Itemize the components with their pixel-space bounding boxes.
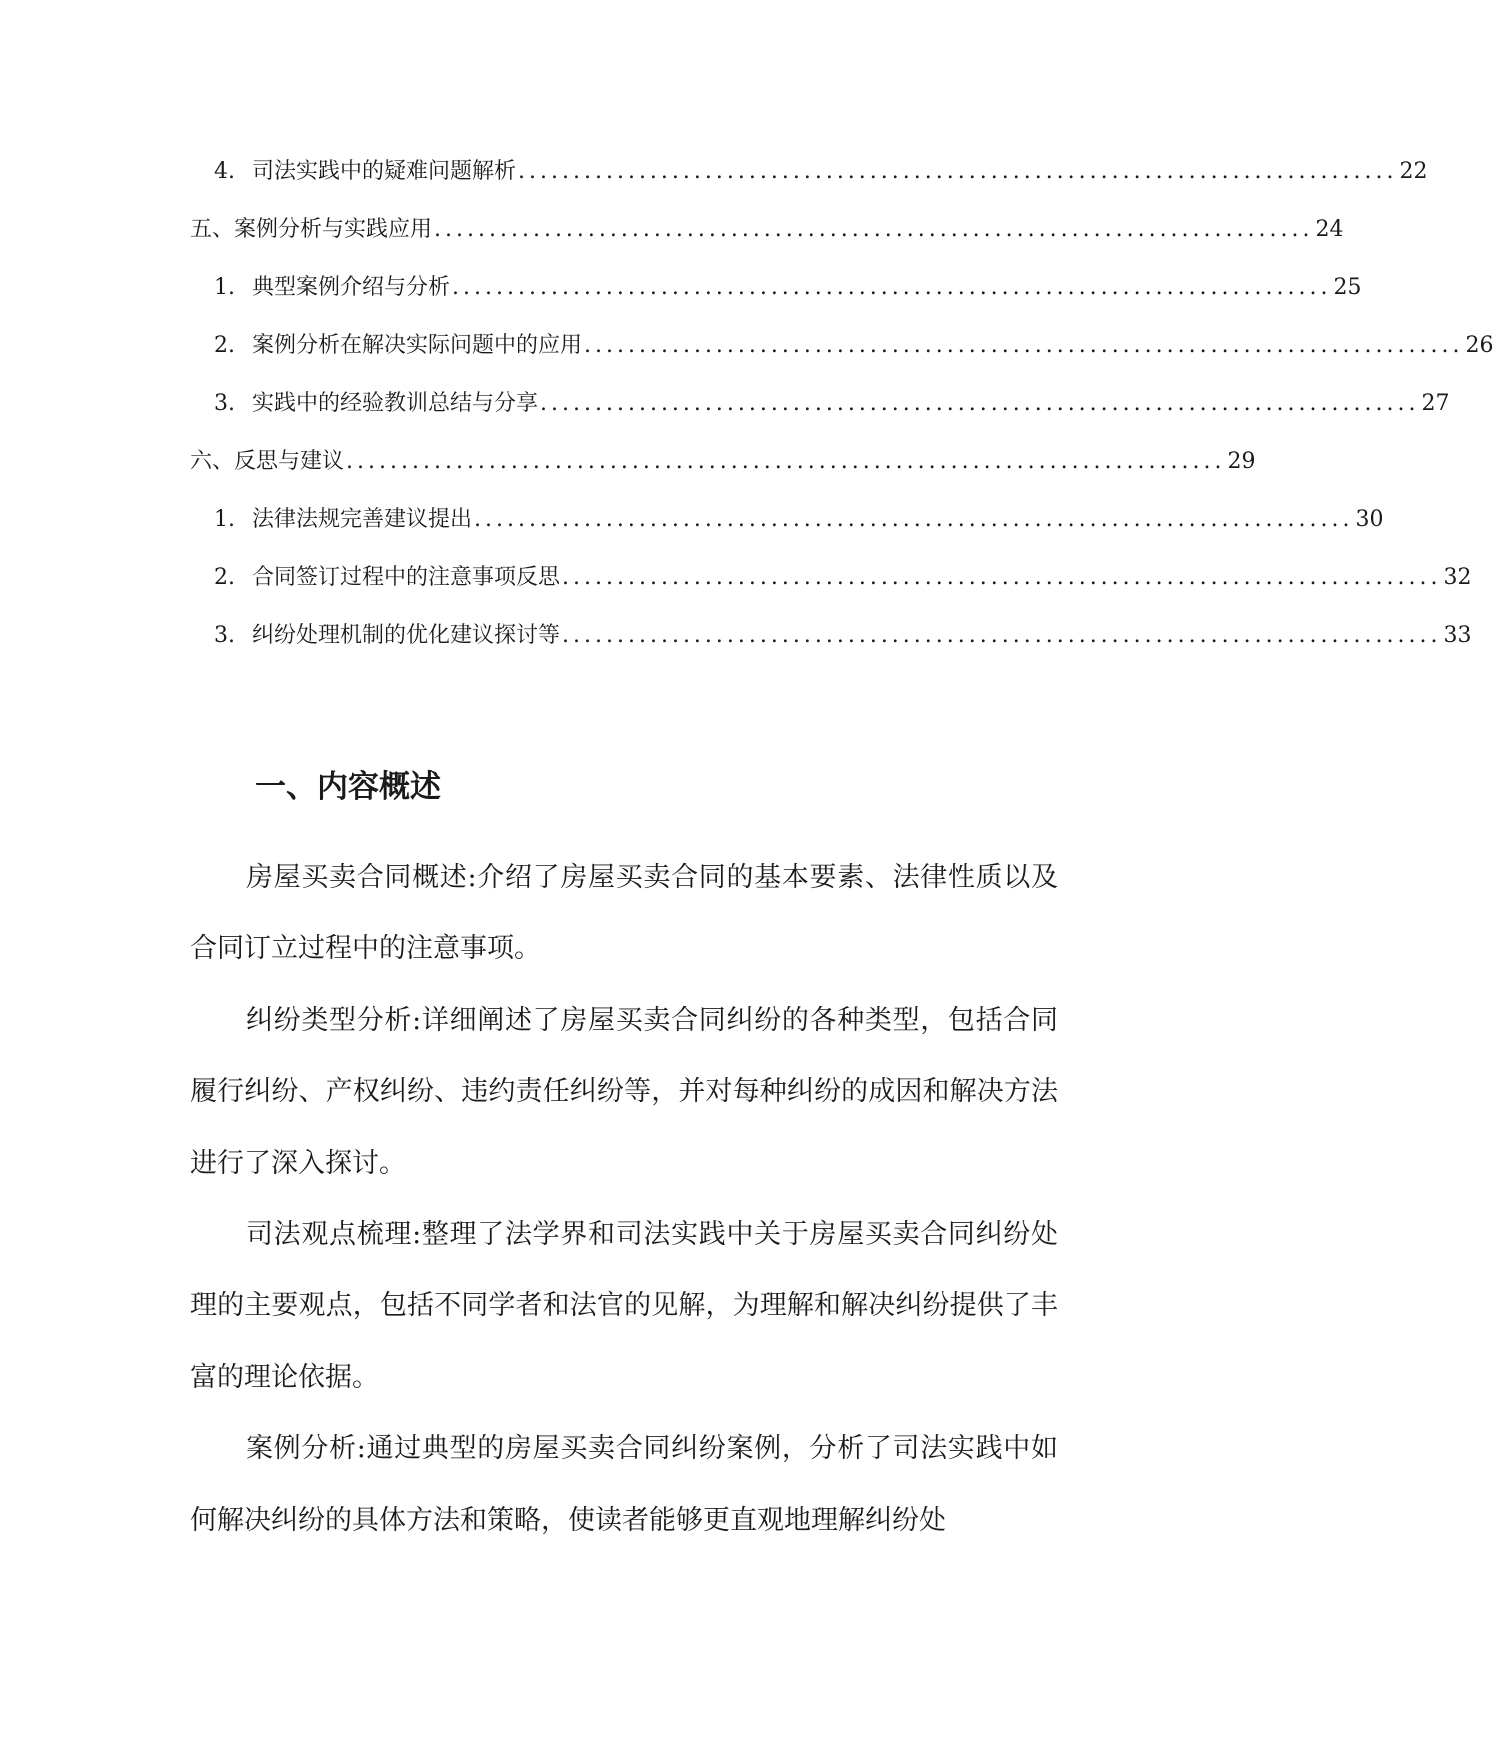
toc-leader-dots: ................................................................................ (584, 333, 1464, 358)
toc-entry-page: 24 (1315, 217, 1344, 242)
toc-leader-dots: ................................................................................ (346, 449, 1226, 474)
toc-entry-title: 法律法规完善建议提出 (252, 507, 473, 532)
toc-leader-dots: ................................................................................ (562, 623, 1442, 648)
section-body (190, 842, 1058, 1556)
toc-entry[interactable] (214, 262, 1362, 302)
toc-entry-title: 五、案例分析与实践应用 (190, 217, 433, 242)
toc-entry[interactable] (214, 320, 1493, 360)
paragraph-label: 纠纷类型分析: (246, 1004, 422, 1036)
toc-leader-dots: ................................................................................ (452, 275, 1332, 300)
toc-entry-page: 29 (1227, 449, 1256, 474)
paragraph-label: 案例分析: (246, 1433, 366, 1465)
toc-entry[interactable] (214, 146, 1428, 186)
toc-entry[interactable] (190, 204, 1344, 244)
paragraph (190, 1413, 1058, 1556)
toc-entry-title: 纠纷处理机制的优化建议探讨等 (252, 623, 561, 648)
toc-entry-number: 3. (214, 391, 235, 416)
toc-entry-number: 3. (214, 623, 235, 648)
toc-entry[interactable] (214, 378, 1450, 418)
toc-entry-page: 27 (1421, 391, 1450, 416)
toc-entry-number: 1. (214, 275, 235, 300)
toc-entry[interactable] (190, 436, 1256, 476)
paragraph (190, 842, 1058, 985)
toc-entry-page: 33 (1443, 623, 1472, 648)
toc-entry-page: 25 (1333, 275, 1362, 300)
paragraph-text: 整理了法学界和司法实践中关于房屋买卖合同纠纷处理的主要观点，包括不同学者和法官的见解，为理解和解决纠纷提供了丰富的理论依据。 (190, 1219, 1058, 1393)
toc-entry[interactable] (214, 552, 1472, 592)
paragraph (190, 1199, 1058, 1413)
toc-entry-title: 实践中的经验教训总结与分享 (252, 391, 539, 416)
toc-leader-dots: ................................................................................ (518, 159, 1398, 184)
paragraph-text: 通过典型的房屋买卖合同纠纷案例，分析了司法实践中如何解决纠纷的具体方法和策略，使读者能够更直观地理解纠纷处 (190, 1433, 1058, 1536)
toc-entry-number: 4. (214, 159, 235, 184)
section-heading: 一、内容概述 (255, 769, 441, 805)
toc-entry-title: 案例分析在解决实际问题中的应用 (252, 333, 583, 358)
toc-entry-number: 2. (214, 333, 235, 358)
toc-entry-title: 合同签订过程中的注意事项反思 (252, 565, 561, 590)
toc-leader-dots: ................................................................................ (562, 565, 1442, 590)
toc-entry-page: 26 (1465, 333, 1493, 358)
toc-leader-dots: ................................................................................ (474, 507, 1354, 532)
toc-entry[interactable] (214, 610, 1472, 650)
paragraph-label: 房屋买卖合同概述: (246, 862, 477, 893)
toc-entry-title: 典型案例介绍与分析 (252, 275, 451, 300)
toc-entry-page: 32 (1443, 565, 1472, 590)
toc-entry-page: 30 (1355, 507, 1384, 532)
toc-entry-page: 22 (1399, 159, 1428, 184)
toc-entry-title: 司法实践中的疑难问题解析 (252, 159, 517, 184)
paragraph (190, 985, 1058, 1199)
toc-leader-dots: ................................................................................ (540, 391, 1420, 416)
paragraph-text: 详细阐述了房屋买卖合同纠纷的各种类型，包括合同履行纠纷、产权纠纷、违约责任纠纷等，并对每种纠纷的成因和解决方法进行了深入探讨。 (190, 1004, 1058, 1179)
toc-entry-title: 六、反思与建议 (190, 449, 345, 474)
toc-entry[interactable] (214, 494, 1384, 534)
paragraph-label: 司法观点梳理: (246, 1219, 422, 1251)
paragraph-text: 介绍了房屋买卖合同的基本要素、法律性质以及合同订立过程中的注意事项。 (190, 862, 1058, 965)
toc-entry-number: 1. (214, 507, 235, 532)
toc-entry-number: 2. (214, 565, 235, 590)
toc-leader-dots: ................................................................................ (434, 217, 1314, 242)
